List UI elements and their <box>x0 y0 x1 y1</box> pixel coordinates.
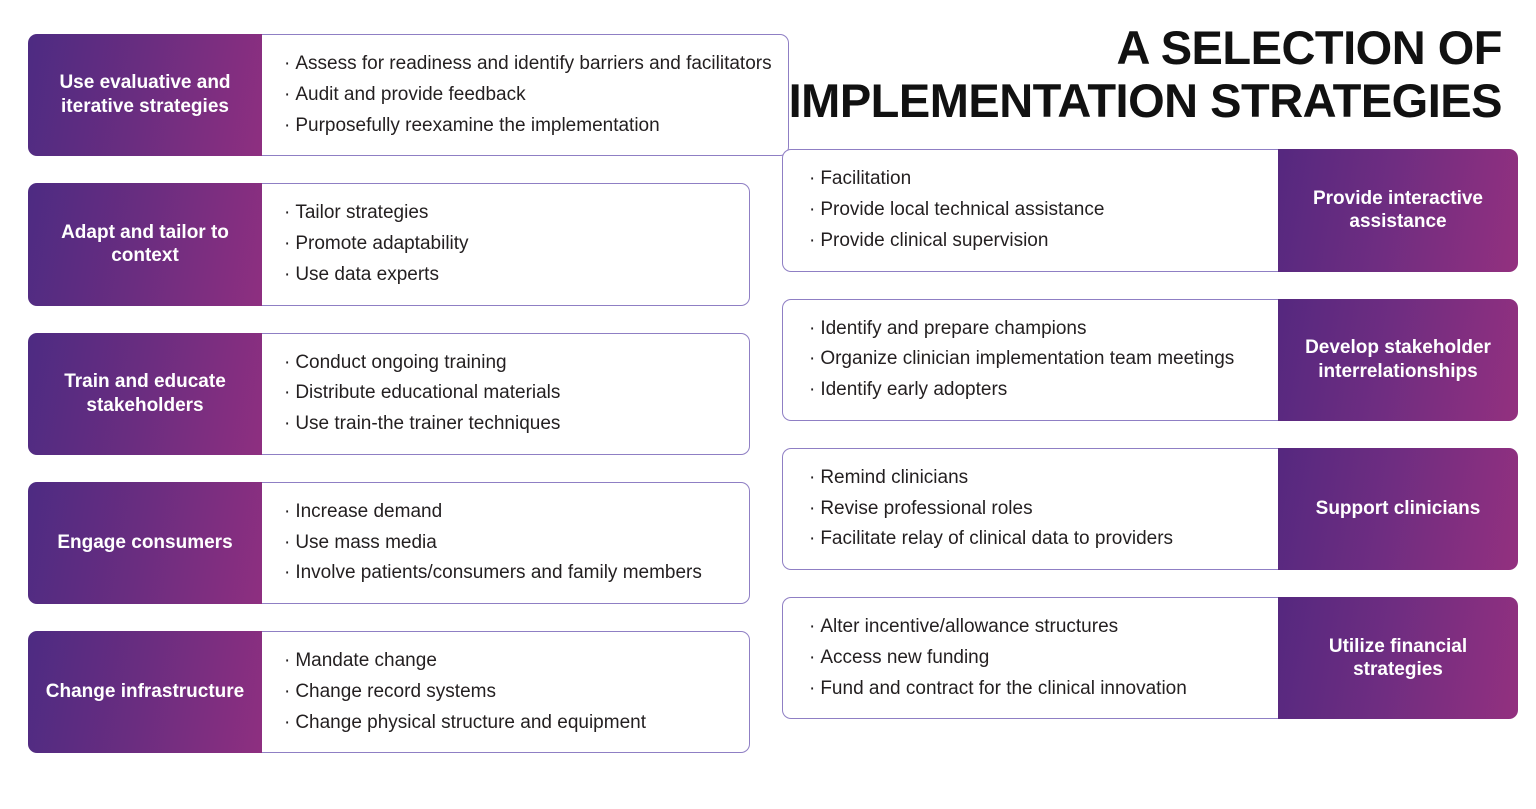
list-item-label: Access new funding <box>820 646 990 668</box>
list-item-label: Tailor strategies <box>295 202 429 224</box>
list-item <box>284 260 733 291</box>
bullet-icon: · <box>284 382 291 404</box>
strategy-items <box>782 448 1278 570</box>
list-item <box>284 497 733 528</box>
list-item-label: Revise professional roles <box>820 497 1033 519</box>
list-item <box>284 49 772 80</box>
list-item <box>284 528 733 559</box>
strategy-row <box>782 597 1518 719</box>
list-item-label: Mandate change <box>295 650 437 672</box>
strategy-label: Engage consumers <box>28 482 262 604</box>
list-item-label: Alter incentive/allowance structures <box>820 616 1119 638</box>
strategy-label: Change infrastructure <box>28 631 262 753</box>
list-item <box>809 226 1262 257</box>
bullet-icon: · <box>284 680 291 702</box>
strategy-items <box>782 149 1278 271</box>
strategy-label: Develop stakeholder interrelationships <box>1278 299 1518 421</box>
bullet-icon: · <box>284 202 291 224</box>
page-title: A SELECTION OF IMPLEMENTATION STRATEGIES <box>788 21 1502 127</box>
list-item <box>284 198 733 229</box>
bullet-icon: · <box>284 531 291 553</box>
strategy-items <box>262 631 750 753</box>
list-item-label: Change record systems <box>295 680 496 702</box>
left-strategy-column <box>28 34 772 753</box>
bullet-icon: · <box>284 263 291 285</box>
bullet-icon: · <box>809 168 816 190</box>
list-item-label: Assess for readiness and identify barriers and facilitators <box>295 53 772 74</box>
list-item-label: Identify early adopters <box>820 379 1008 401</box>
bullet-icon: · <box>809 497 816 519</box>
list-item-label: Provide local technical assistance <box>820 199 1105 221</box>
right-rows <box>782 149 1518 719</box>
bullet-icon: · <box>284 53 291 74</box>
list-item-label: Use train-the trainer techniques <box>295 413 561 435</box>
bullet-icon: · <box>809 348 816 370</box>
list-item-label: Remind clinicians <box>820 466 969 488</box>
strategy-label: Adapt and tailor to context <box>28 183 262 305</box>
strategy-label: Use evaluative and iterative strategies <box>28 34 262 156</box>
list-item <box>284 677 733 708</box>
strategy-row <box>28 333 750 455</box>
list-item <box>284 378 733 409</box>
bullet-icon: · <box>284 233 291 255</box>
strategy-items <box>262 333 750 455</box>
bullet-icon: · <box>284 83 291 105</box>
strategy-row <box>28 34 772 156</box>
list-item-label: Purposefully reexamine the implementation <box>295 114 660 136</box>
list-item-label: Increase demand <box>295 500 443 522</box>
bullet-icon: · <box>284 711 291 733</box>
list-item-label: Involve patients/consumers and family members <box>295 562 702 584</box>
list-item <box>284 558 733 589</box>
bullet-icon: · <box>284 562 291 584</box>
list-item-label: Conduct ongoing training <box>295 351 507 373</box>
strategy-items <box>262 34 789 156</box>
bullet-icon: · <box>809 317 816 339</box>
list-item-label: Use mass media <box>295 531 437 553</box>
list-item-label: Use data experts <box>295 263 439 285</box>
list-item-label: Facilitation <box>820 168 912 190</box>
list-item <box>809 164 1262 195</box>
strategy-label: Support clinicians <box>1278 448 1518 570</box>
bullet-icon: · <box>809 379 816 401</box>
list-item-label: Promote adaptability <box>295 233 469 255</box>
list-item-label: Facilitate relay of clinical data to providers <box>820 528 1174 550</box>
list-item <box>809 375 1262 406</box>
strategy-row <box>28 482 750 604</box>
bullet-icon: · <box>284 114 291 136</box>
bullet-icon: · <box>809 229 816 251</box>
list-item-label: Provide clinical supervision <box>820 229 1049 251</box>
bullet-icon: · <box>809 646 816 668</box>
strategy-items <box>262 482 750 604</box>
list-item <box>284 646 733 677</box>
list-item <box>809 344 1262 375</box>
list-item <box>284 348 733 379</box>
strategy-items <box>262 183 750 305</box>
strategy-row <box>782 299 1518 421</box>
bullet-icon: · <box>809 677 816 699</box>
bullet-icon: · <box>284 500 291 522</box>
list-item <box>809 524 1262 555</box>
list-item-label: Distribute educational materials <box>295 382 561 404</box>
strategy-label: Provide interactive assistance <box>1278 149 1518 271</box>
bullet-icon: · <box>809 466 816 488</box>
bullet-icon: · <box>809 528 816 550</box>
strategy-label: Train and educate stakeholders <box>28 333 262 455</box>
strategy-label: Utilize financial strategies <box>1278 597 1518 719</box>
strategy-items <box>782 597 1278 719</box>
list-item <box>284 80 772 111</box>
strategy-row <box>782 448 1518 570</box>
list-item-label: Organize clinician implementation team meetings <box>820 348 1235 370</box>
list-item <box>284 708 733 739</box>
strategy-items <box>782 299 1278 421</box>
right-strategy-column <box>782 0 1518 719</box>
list-item <box>809 494 1262 525</box>
bullet-icon: · <box>809 199 816 221</box>
list-item <box>284 229 733 260</box>
strategy-row <box>28 183 750 305</box>
list-item-label: Identify and prepare champions <box>820 317 1087 339</box>
list-item <box>809 643 1262 674</box>
list-item <box>809 674 1262 705</box>
list-item <box>284 111 772 142</box>
list-item <box>809 314 1262 345</box>
bullet-icon: · <box>809 616 816 638</box>
list-item-label: Change physical structure and equipment <box>295 711 646 733</box>
bullet-icon: · <box>284 413 291 435</box>
list-item-label: Audit and provide feedback <box>295 83 526 105</box>
bullet-icon: · <box>284 650 291 672</box>
strategy-row <box>782 149 1518 271</box>
list-item <box>809 195 1262 226</box>
list-item <box>284 409 733 440</box>
bullet-icon: · <box>284 351 291 373</box>
list-item <box>809 612 1262 643</box>
list-item-label: Fund and contract for the clinical innovation <box>820 677 1187 699</box>
strategy-row <box>28 631 750 753</box>
list-item <box>809 463 1262 494</box>
